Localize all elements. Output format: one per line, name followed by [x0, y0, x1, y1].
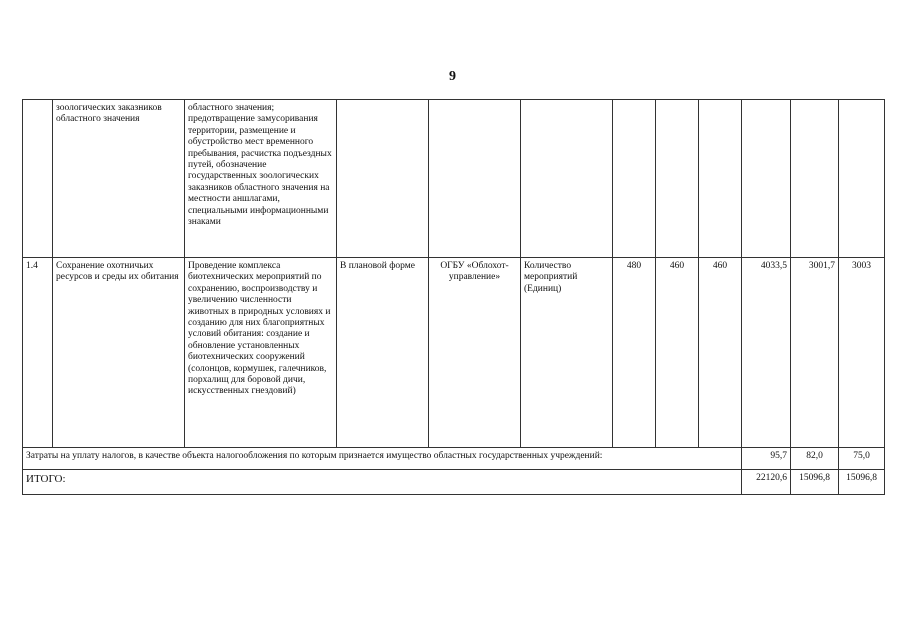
row-number-cell: [23, 100, 53, 258]
indicator-cell: [521, 100, 613, 258]
value-cell: [656, 100, 699, 258]
total-label: ИТОГО:: [23, 470, 742, 495]
measure-name-cell: Сохранение охотничьих ресурсов и среды их обитания: [53, 258, 185, 448]
executor-cell: [429, 100, 521, 258]
funding-cell: 4033,5: [742, 258, 791, 448]
table-row: [23, 258, 885, 448]
indicator-cell: Количество мероприятий (Единиц): [521, 258, 613, 448]
value-cell: [613, 100, 656, 258]
funding-cell: 75,0: [839, 448, 885, 470]
row-number-cell: 1.4: [23, 258, 53, 448]
value-cell: 460: [699, 258, 742, 448]
form-cell: В плановой форме: [337, 258, 429, 448]
value-cell: [699, 100, 742, 258]
page-number: 9: [449, 69, 456, 84]
funding-cell: [839, 100, 885, 258]
measure-name-cell: зоологических заказников областного значения: [53, 100, 185, 258]
executor-cell: ОГБУ «Облохот-управление»: [429, 258, 521, 448]
funding-cell: 3001,7: [791, 258, 839, 448]
activity-cell: областного значения; предотвращение замусоривания территории, размещение и обустройство мест временного пребывания, расчистка подъездных путей, обозначение государственных зоологических заказников областного значения на местности аншлагами, специальными информационными знаками: [185, 100, 337, 258]
funding-cell: 82,0: [791, 448, 839, 470]
tax-summary-row: [23, 448, 885, 470]
funding-cell: 15096,8: [791, 470, 839, 495]
tax-summary-label: Затраты на уплату налогов, в качестве объекта налогообложения по которым признается имущество областных государственных учреждений:: [23, 448, 742, 470]
form-cell: [337, 100, 429, 258]
value-cell: 480: [613, 258, 656, 448]
value-cell: 460: [656, 258, 699, 448]
table-row: [23, 100, 885, 258]
funding-cell: 22120,6: [742, 470, 791, 495]
funding-cell: 3003: [839, 258, 885, 448]
funding-cell: 95,7: [742, 448, 791, 470]
funding-cell: [791, 100, 839, 258]
total-row: [23, 470, 885, 495]
program-table: [22, 99, 885, 495]
funding-cell: [742, 100, 791, 258]
funding-cell: 15096,8: [839, 470, 885, 495]
activity-cell: Проведение комплекса биотехнических мероприятий по сохранению, воспроизводству и увеличению численности животных в природных условиях и созданию для них благоприятных условий обитания: создание и обновление установленных биотехнических сооружений (солонцов, кормушек, галечников, порхалищ для боровой дичи, искусственных гнездовий): [185, 258, 337, 448]
